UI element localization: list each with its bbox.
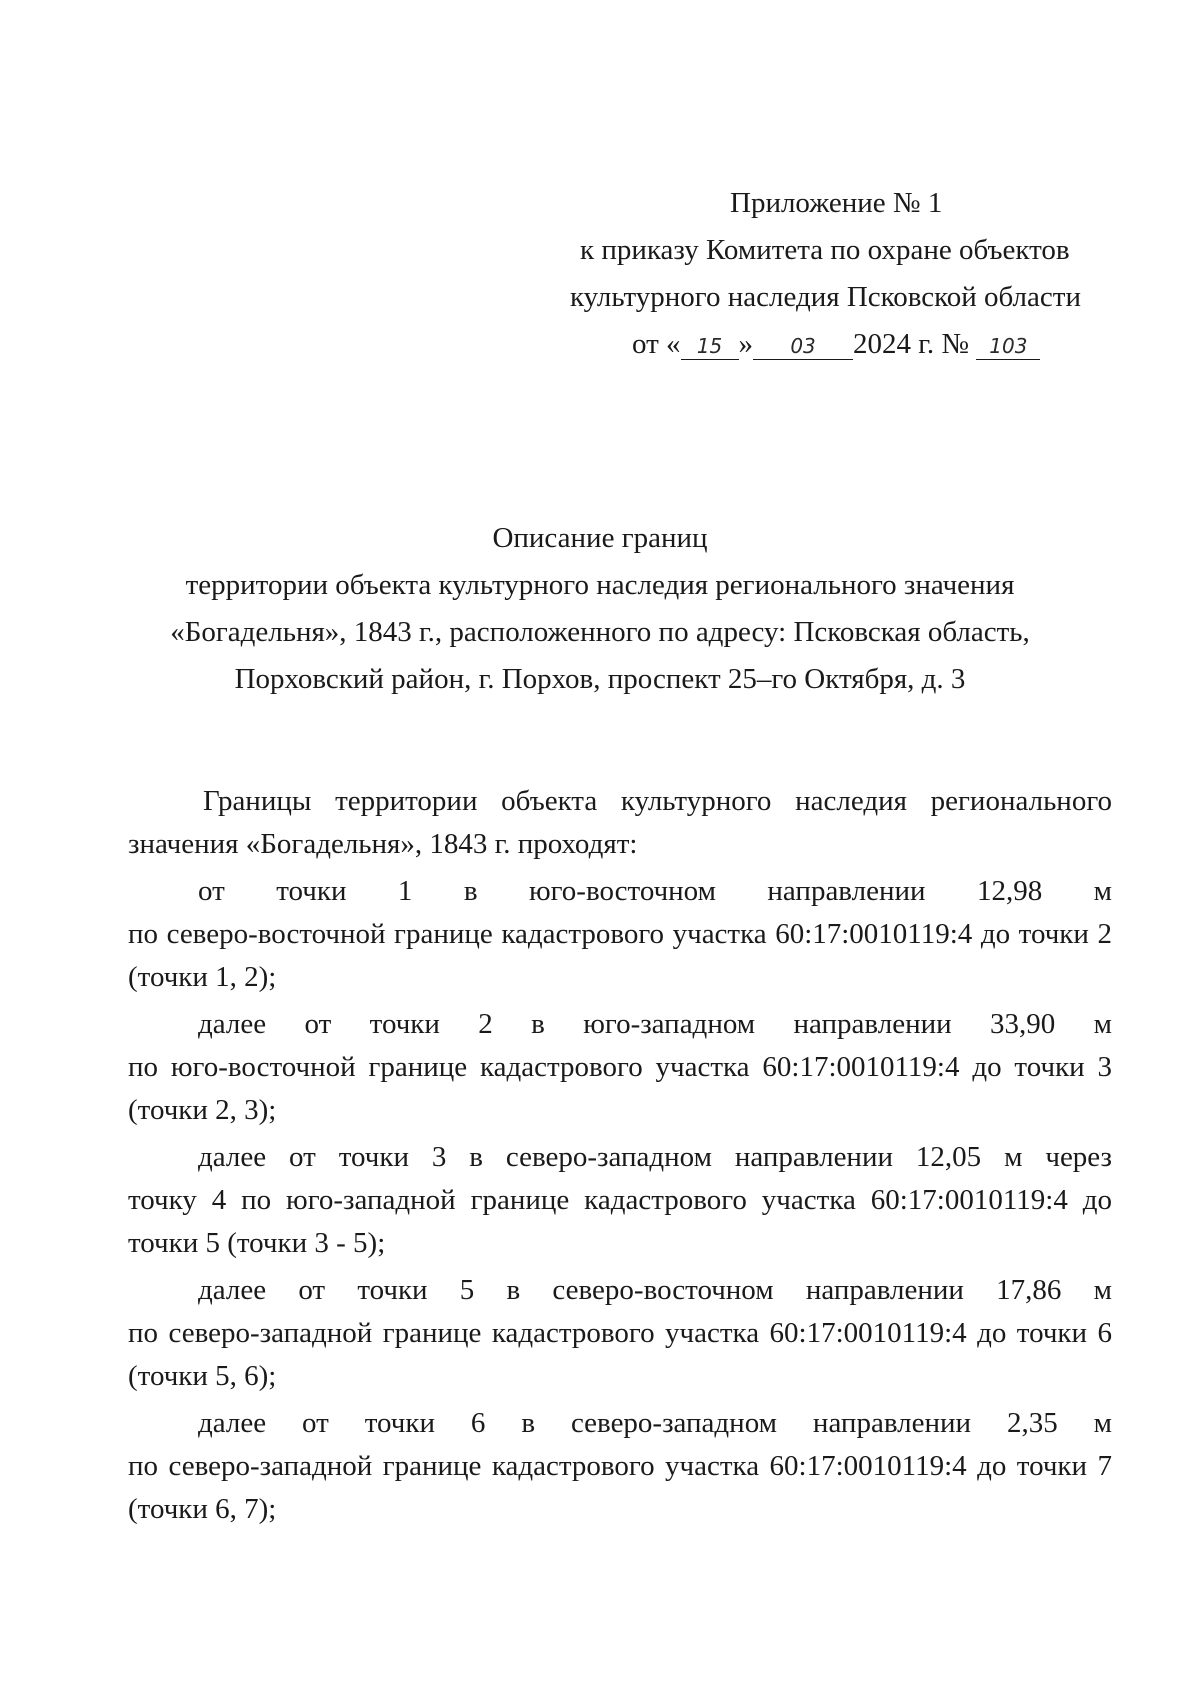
- paragraph-first-line: далее от точки 6 в северо-западном направлении 2,35 м: [198, 1407, 1112, 1439]
- paragraph-rest: точку 4 по юго-западной границе кадастрового участка 60:17:0010119:4 до точки 5 (точки 3 - 5);: [128, 1184, 1112, 1259]
- appendix-date-line: [560, 321, 1120, 368]
- paragraph-first-line: от точки 1 в юго-восточном направлении 12,98 м: [198, 875, 1112, 907]
- intro-paragraph: [128, 780, 1112, 866]
- appendix-order-line: к приказу Комитета по охране объектов: [580, 234, 1070, 266]
- title-line-4: Порховский район, г. Порхов, проспект 25–го Октября, д. 3: [234, 663, 966, 695]
- title-line-1: Описание границ: [492, 522, 708, 554]
- paragraph-rest: по северо-западной границе кадастрового участка 60:17:0010119:4 до точки 6 (точки 5, 6);: [128, 1317, 1112, 1392]
- boundary-paragraph: [128, 1136, 1112, 1265]
- appendix-committee-line: культурного наследия Псковской области: [570, 281, 1081, 313]
- intro-first-line: Границы территории объекта культурного наследия регионального: [203, 785, 1112, 817]
- title-line-2: территории объекта культурного наследия регионального значения: [185, 569, 1015, 601]
- appendix-title: Приложение № 1: [730, 187, 943, 219]
- paragraph-first-line: далее от точки 2 в юго-западном направлении 33,90 м: [198, 1008, 1112, 1040]
- boundary-paragraph: [128, 870, 1112, 999]
- intro-rest: значения «Богадельня», 1843 г. проходят:: [128, 828, 638, 860]
- appendix-header: [560, 180, 1120, 368]
- title-line-3: «Богадельня», 1843 г., расположенного по адресу: Псковская область,: [170, 616, 1030, 648]
- date-prefix: от «: [632, 328, 681, 360]
- paragraph-first-line: далее от точки 5 в северо-восточном направлении 17,86 м: [198, 1274, 1112, 1306]
- boundary-paragraph: [128, 1402, 1112, 1531]
- date-day-handwritten: 15: [681, 333, 739, 360]
- boundary-paragraph: [128, 1003, 1112, 1132]
- document-body: [128, 780, 1112, 1531]
- order-number-handwritten: 103: [976, 333, 1040, 360]
- paragraph-rest: по северо-западной границе кадастрового участка 60:17:0010119:4 до точки 7 (точки 6, 7);: [128, 1450, 1112, 1525]
- date-year: 2024 г. №: [853, 328, 970, 360]
- paragraph-rest: по северо-восточной границе кадастрового участка 60:17:0010119:4 до точки 2 (точки 1, 2);: [128, 918, 1112, 993]
- paragraph-rest: по юго-восточной границе кадастрового участка 60:17:0010119:4 до точки 3 (точки 2, 3);: [128, 1051, 1112, 1126]
- document-title: [120, 515, 1080, 703]
- date-mid: »: [738, 328, 754, 360]
- boundary-paragraph: [128, 1269, 1112, 1398]
- paragraph-first-line: далее от точки 3 в северо-западном направлении 12,05 м через: [198, 1141, 1112, 1173]
- date-month-handwritten: 03: [753, 333, 853, 360]
